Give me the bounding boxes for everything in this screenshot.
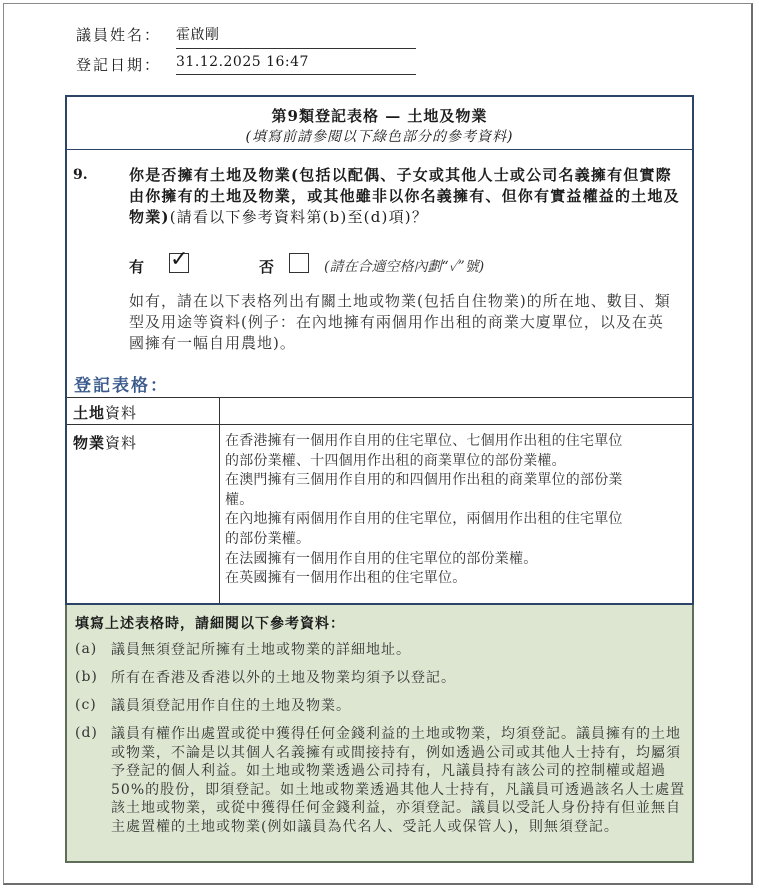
table-rule-mid (67, 424, 692, 425)
property-line: 的部份業權。 (225, 530, 311, 547)
reference-notes (65, 605, 694, 863)
question-number: 9. (73, 167, 88, 183)
registration-date-value: 31.12.2025 16:47 (176, 54, 416, 75)
note-key: (b) (75, 669, 98, 685)
property-line: 在內地擁有兩個用作自用的住宅單位，兩個用作出租的住宅單位 (225, 511, 623, 528)
question-bold: 你是否擁有土地及物業(包括以配偶、子女或其他人士或公司名義擁有但實際由你擁有的土地及物業，或其他雖非以你名義擁有、但你有實益權益的土地及物業) (129, 166, 680, 226)
member-name-row (76, 24, 220, 45)
property-line: 在香港擁有一個用作自用的住宅單位、七個用作出租的住宅單位 (225, 433, 623, 449)
property-line: 權。 (225, 491, 254, 508)
property-line: 在法國擁有一個用作自用的住宅單位的部份業權。 (225, 550, 538, 567)
property-line: 的部份業權、十四個用作出租的商業單位的部份業權。 (225, 452, 566, 469)
form-subtitle: (填寫前請參閱以下綠色部分的參考資料) (245, 129, 514, 145)
yes-checkbox[interactable] (169, 247, 189, 273)
member-name-value: 霍啟剛 (176, 24, 416, 49)
note-key: (a) (75, 641, 98, 657)
form-title: 第9類登記表格 — 土地及物業 (271, 107, 488, 125)
tick-hint: (請在合適空格內劃“✓”號) (324, 259, 485, 275)
land-label: 土地資料 (73, 404, 138, 422)
question-tail: (請看以下參考資料第(b)至(d)項)？ (169, 208, 429, 226)
note-key: (c) (75, 697, 97, 713)
no-label: 否 (259, 258, 275, 276)
yes-no-row (129, 247, 649, 277)
registration-form (65, 95, 694, 605)
property-line: 在澳門擁有三個用作自用的和四個用作出租的商業單位的部份業 (225, 472, 623, 489)
yes-label: 有 (129, 258, 145, 276)
registration-heading: 登記表格： (74, 376, 169, 396)
note-text: 議員無須登記所擁有土地或物業的詳細地址。 (111, 642, 411, 658)
table-column-divider (219, 397, 220, 603)
note-key: (d) (75, 725, 98, 741)
check-icon: ✓ (170, 247, 189, 272)
table-rule-top (67, 397, 692, 398)
member-name-label: 議員姓名： (76, 26, 162, 44)
notes-title: 填寫上述表格時，請細閱以下參考資料： (75, 616, 345, 632)
note-text: 議員須登記用作自住的土地及物業。 (111, 698, 351, 714)
note-text: 議員有權作出處置或從中獲得任何金錢利益的土地或物業，均須登記。議員擁有的土地或物業，不論是以其個人名義擁有或間接持有，例如透過公司或其他人士持有，均屬須予登記的個人利益。如土地或物業透過公司持有，凡議員持有該公司的控制權或超過50%的股份，即須登記。如土地或物業透過其他人士持有，凡議員可透過該名人士處置該土地或物業，或從中獲得任何金錢利益，亦須登記。議員以受託人身份持有但並無自主處置權的土地或物業(例如議員為代名人、受託人或保管人)，則無須登記。 (111, 726, 686, 835)
note-text: 所有在香港及香港以外的土地及物業均須予以登記。 (111, 670, 456, 686)
instruction-paragraph: 如有，請在以下表格列出有關土地或物業(包括自住物業)的所在地、數目、類型及用途等資料(例子：在內地擁有兩個用作出租的商業大廈單位，以及在英國擁有一幅自用農地)。 (129, 292, 671, 352)
registration-date-label: 登記日期： (76, 56, 162, 74)
title-divider (67, 149, 692, 150)
question-text (129, 165, 681, 228)
registration-table (67, 397, 692, 603)
property-line: 在英國擁有一個用作出租的住宅單位。 (225, 570, 467, 587)
no-checkbox[interactable] (289, 253, 309, 273)
registration-date-row (76, 54, 309, 75)
property-details (225, 432, 687, 589)
property-label: 物業資料 (73, 434, 138, 452)
